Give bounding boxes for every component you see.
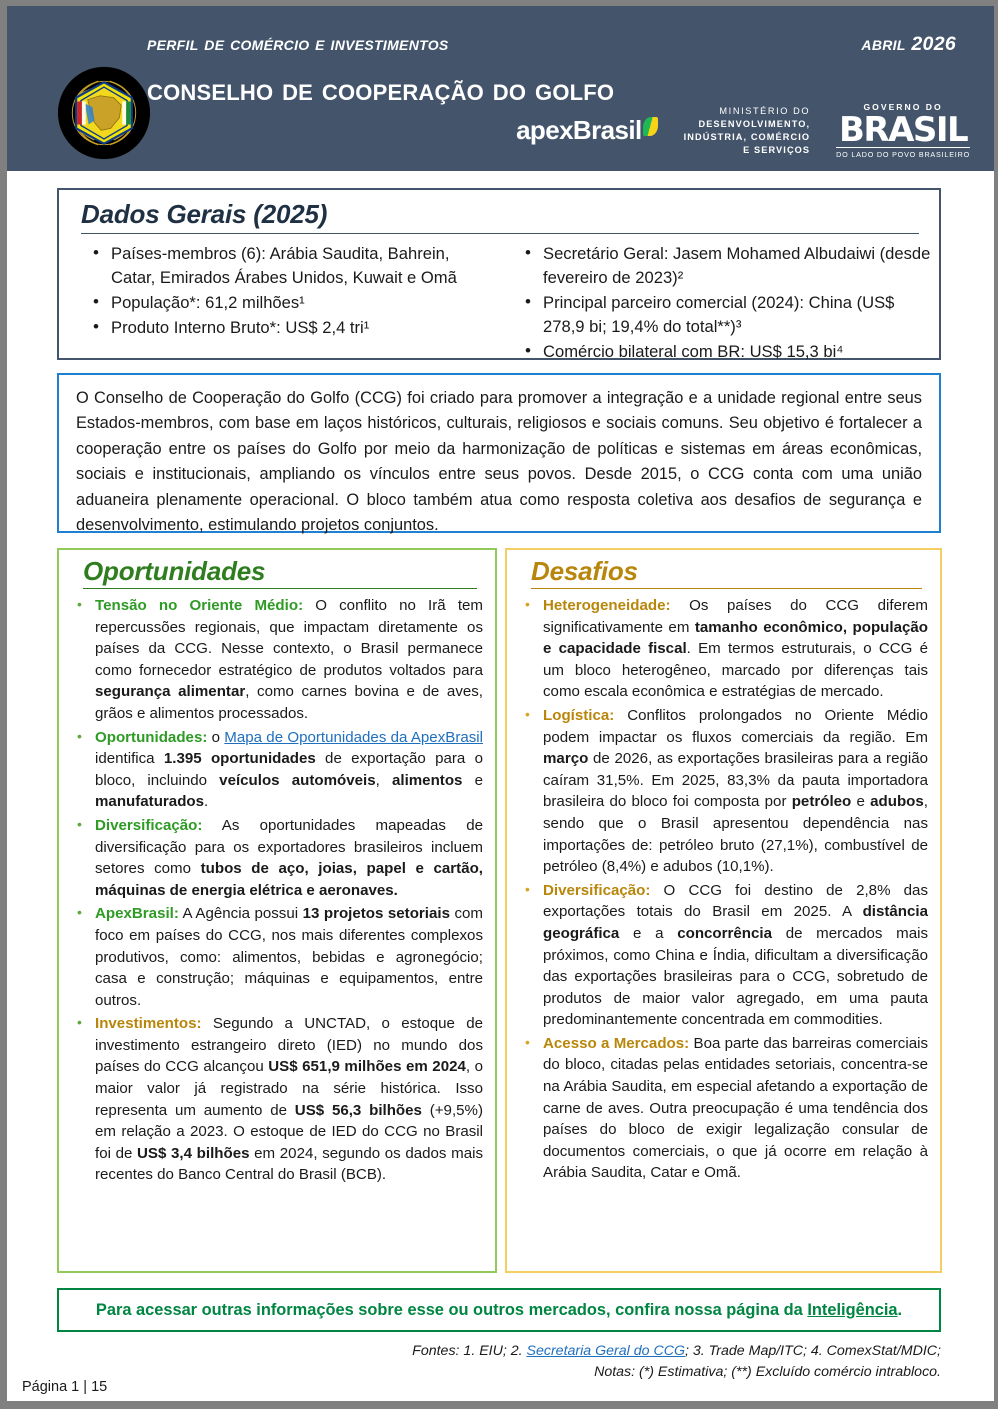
list-item: • Comércio bilateral com BR: US$ 15,3 bi⁴ <box>525 340 935 364</box>
list-item-lead: Diversificação: <box>543 881 651 899</box>
gov-top-label: GOVERNO DO <box>863 102 943 112</box>
list-item <box>521 705 928 878</box>
gov-brasil-wordmark: BRASIL <box>838 110 968 150</box>
list-item <box>73 1013 483 1186</box>
list-item <box>73 595 483 725</box>
inteligencia-link[interactable]: Inteligência <box>807 1300 898 1319</box>
list-item: • Principal parceiro comercial (2024): China (US$ 278,9 bi; 19,4% do total**)³ <box>525 291 935 339</box>
brand-logos-row <box>516 102 970 159</box>
dados-gerais-panel <box>57 188 941 360</box>
list-item-lead: Acesso a Mercados: <box>543 1034 690 1052</box>
page-number: Página 1 | 15 <box>22 1379 108 1395</box>
sources-prefix: Fontes: 1. EIU; 2. <box>412 1343 527 1359</box>
list-item-body: o Mapa de Oportunidades da ApexBrasil identifica 1.395 oportunidades de exportação para o bloco, incluindo veículos automóveis, alimentos e manufaturados. <box>95 728 484 811</box>
oportunidades-list <box>59 595 495 1186</box>
list-item-lead: ApexBrasil: <box>95 905 179 923</box>
sources-notes <box>241 1341 941 1383</box>
list-item <box>521 595 928 703</box>
desafios-panel <box>505 548 942 1273</box>
list-item <box>521 1033 928 1184</box>
secretaria-geral-link[interactable]: Secretaria Geral do CCG <box>526 1343 686 1359</box>
oportunidades-divider <box>83 588 477 589</box>
cta-suffix: . <box>897 1300 903 1319</box>
ministry-line-4: E SERVIÇOS <box>743 144 811 155</box>
list-item <box>73 815 483 901</box>
list-item-lead: Tensão no Oriente Médio: <box>95 597 304 614</box>
dados-gerais-left-column <box>59 242 497 365</box>
list-item-body: Boa parte das barreiras comerciais do bloco, citadas pelas entidades setoriais, concentra-se na Arábia Saudita, em especial afetando a exportação de carne de aves. Outra preocupação é uma tendência dos países do bloco de exigir legalização consular de documentos comerciais, o que já ocorre em relação à Arábia Saudita, Catar e Omã. <box>543 1034 928 1182</box>
desafios-divider <box>531 588 922 589</box>
desafios-title: Desafios <box>531 556 638 586</box>
list-item-lead: Diversificação: <box>95 816 203 834</box>
page-border-bottom <box>0 1401 998 1409</box>
list-item-body: Conflitos prolongados no Oriente Médio podem impactar os fluxos comerciais da região. Em março de 2026, as exportações brasileiras para a região caíram 31,5%. Em 2025, 83,3% da pauta importadora brasileira do bloco foi composta por petróleo e adubos, sendo que o Brasil apresentou dependência nas importações de: petróleo bruto (27,1%), combustível de petróleo (8,4%) e adubos (10,1%). <box>543 706 928 876</box>
list-item: • Produto Interno Bruto*: US$ 2,4 tri¹ <box>93 316 493 340</box>
oportunidades-panel <box>57 548 497 1273</box>
list-item-lead: Heterogeneidade: <box>543 597 671 614</box>
page-border-right <box>994 0 998 1409</box>
dados-gerais-left-list <box>75 242 497 340</box>
oportunidades-title: Oportunidades <box>83 556 266 586</box>
ministry-logo <box>684 105 811 157</box>
apexbrasil-wordmark: apexBrasil <box>516 115 642 145</box>
list-item-body: O conflito no Irã tem repercussões regionais, que impactam diretamente os países da CCG. Nesse contexto, o Brasil permanece como fornecedor estratégico de produtos voltados para segurança alimentar, como carnes bovina e de aves, grãos e alimentos processados. <box>95 597 484 722</box>
document-header <box>7 6 994 171</box>
dados-gerais-divider <box>81 233 919 234</box>
governo-do-brasil-logo <box>836 102 970 159</box>
list-item: • Países-membros (6): Arábia Saudita, Bahrein, Catar, Emirados Árabes Unidos, Kuwait e Omã <box>93 242 493 290</box>
list-item-body: As oportunidades mapeadas de diversificação para os exportadores brasileiros incluem setores como tubos de aço, joias, papel e cartão, máquinas de energia elétrica e aeronaves. <box>95 816 483 899</box>
list-item-lead: Oportunidades: <box>95 728 208 746</box>
description-panel <box>57 373 941 533</box>
ministry-line-1: MINISTÉRIO DO <box>719 105 811 116</box>
header-date: abril 2026 <box>861 33 956 55</box>
list-item-body: A Agência possui 13 projetos setoriais com foco em países do CCG, nos mais diferentes complexos produtivos, como: alimentos, bebidas e agronegócio; casa e construção; máquinas e equipamentos, entre outros. <box>95 905 483 1009</box>
page-border-left <box>0 0 7 1409</box>
list-item-body: Segundo a UNCTAD, o estoque de investimento estrangeiro direto (IED) no mundo dos países do CCG alcançou US$ 651,9 milhões em 2024, o maior valor já registrado na série histórica. Isso representa um aumento de US$ 56,3 bilhões (+9,5%) em relação a 2023. O estoque de IED do CCG no Brasil foi de US$ 3,4 bilhões em 2024, segundo os dados mais recentes do Banco Central do Brasil (BCB). <box>95 1015 483 1184</box>
list-item: • Secretário Geral: Jasem Mohamed Albudaiwi (desde fevereiro de 2023)² <box>525 242 935 290</box>
list-item-body: O CCG foi destino de 2,8% das exportações totais do Brasil em 2025. A distância geográfica e a concorrência de mercados mais próximos, como China e Índia, dificultam a diversificação das exportações brasileiras para o CCG, sobretudo de produtos de maior valor agregado, em uma pauta predominantemente concentrada em commodities. <box>543 881 928 1029</box>
header-kicker: perfil de comércio e investimentos <box>147 33 449 55</box>
list-item: • População*: 61,2 milhões¹ <box>93 291 493 315</box>
page-title: conselho de cooperação do golfo <box>147 72 615 107</box>
intelligence-cta-banner[interactable] <box>57 1288 941 1332</box>
description-text: O Conselho de Cooperação do Golfo (CCG) foi criado para promover a integração e a unidade regional entre seus Estados-membros, com base em laços históricos, culturais, religiosos e sociais comuns. Seu objetivo é fortalecer a cooperação entre os países do Golfo por meio da harmonização de políticas e sistemas em áreas econômicas, sociais e institucionais, ampliando os vínculos entre seus povos. Desde 2015, o CCG conta com uma união aduaneira plenamente operacional. O bloco também atua como resposta coletiva aos desafios de segurança e desenvolvimento, estimulando projetos conjuntos. <box>76 389 922 535</box>
sources-suffix: ; 3. Trade Map/ITC; 4. ComexStat/MDIC; <box>685 1343 941 1359</box>
desafios-list <box>507 595 940 1184</box>
apex-leaf-icon <box>643 117 658 136</box>
sources-line <box>241 1341 941 1362</box>
dados-gerais-right-list <box>507 242 939 364</box>
list-item-lead: Logística: <box>543 706 615 724</box>
list-item <box>73 727 483 813</box>
notes-line: Notas: (*) Estimativa; (**) Excluído comércio intrabloco. <box>594 1364 941 1380</box>
list-item-lead: Investimentos: <box>95 1015 202 1033</box>
cta-prefix: Para acessar outras informações sobre esse ou outros mercados, confira nossa página da <box>95 1300 808 1319</box>
dados-gerais-columns <box>59 242 939 365</box>
gov-tagline: DO LADO DO POVO BRASILEIRO <box>836 147 970 159</box>
apexbrasil-logo <box>516 115 658 146</box>
gcc-emblem-icon <box>56 65 152 161</box>
list-item-body: Os países do CCG diferem significativamente em tamanho econômico, população e capacidade fiscal. Em termos estruturais, o CCG é um bloco heterogêneo, marcado por diferenças tais como escala econômica e estratégias de mercado. <box>543 597 928 701</box>
ministry-line-2: DESENVOLVIMENTO, <box>698 118 811 129</box>
list-item <box>521 880 928 1031</box>
list-item <box>73 903 483 1011</box>
dados-gerais-right-column <box>497 242 939 365</box>
ministry-line-3: INDÚSTRIA, COMÉRCIO <box>683 131 811 142</box>
dados-gerais-title: Dados Gerais (2025) <box>81 199 328 229</box>
cta-text <box>96 1301 902 1320</box>
